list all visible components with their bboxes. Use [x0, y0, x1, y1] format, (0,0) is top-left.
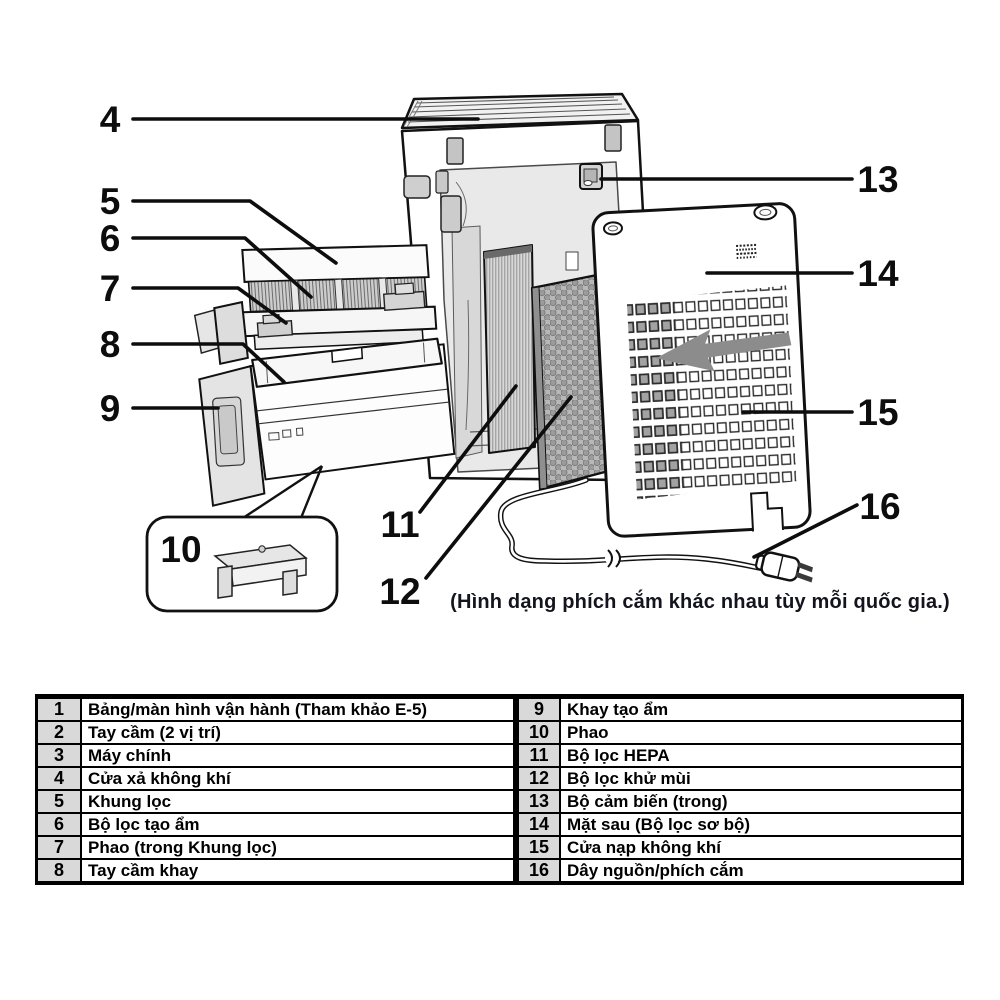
clip-low-tab: [441, 196, 461, 232]
part-name: Máy chính: [81, 744, 515, 767]
part-number: 5: [37, 790, 82, 813]
part-number: 8: [37, 859, 82, 883]
part-name: Bộ lọc tạo ẩm: [81, 813, 515, 836]
table-row: [518, 836, 963, 859]
part-name: Phao (trong Khung lọc): [81, 836, 515, 859]
part-number: 9: [518, 697, 561, 722]
table-row: [37, 767, 515, 790]
part-name: Bảng/màn hình vận hành (Tham khảo E-5): [81, 697, 515, 722]
callout-4-label: 4: [99, 99, 121, 140]
part-number: 16: [518, 859, 561, 883]
clip-mid-tab: [436, 171, 448, 193]
clip-top-left: [447, 138, 463, 164]
table-row: [37, 697, 515, 722]
callout-14-label: 14: [857, 253, 899, 294]
hepa-filter: [484, 245, 535, 453]
callout-12-label: 12: [379, 571, 421, 612]
part-number: 13: [518, 790, 561, 813]
cord-break-mark: [605, 550, 620, 567]
part-name: Bộ lọc khử mùi: [560, 767, 963, 790]
callout-11-label: 11: [380, 504, 420, 545]
tray-left-recess-inner: [218, 405, 238, 454]
parts-table: [35, 694, 964, 885]
callout-13-label: 13: [857, 159, 899, 200]
callout-15-label: 15: [857, 392, 899, 433]
table-row: [37, 721, 515, 744]
part-name: Dây nguồn/phích cắm: [560, 859, 963, 883]
table-row: [518, 744, 963, 767]
part-number: 1: [37, 697, 82, 722]
part-name: Khay tạo ẩm: [560, 697, 963, 722]
screw-slot-right: [754, 205, 777, 220]
callout-16-label: 16: [859, 486, 901, 527]
part-name: Bộ lọc HEPA: [560, 744, 963, 767]
part-name: Khung lọc: [81, 790, 515, 813]
callout-10-label: 10: [160, 529, 202, 570]
power-plug: [754, 550, 816, 585]
part-number: 14: [518, 813, 561, 836]
part-number: 15: [518, 836, 561, 859]
parts-table-left: [35, 694, 516, 885]
part-name: Tay cầm (2 vị trí): [81, 721, 515, 744]
callout-9-label: 9: [99, 388, 121, 429]
part-name: Bộ cảm biến (trong): [560, 790, 963, 813]
part-name: Mặt sau (Bộ lọc sơ bộ): [560, 813, 963, 836]
table-row: [518, 721, 963, 744]
parts-table-right: [516, 694, 964, 885]
clip-top-right: [605, 125, 621, 151]
recess-tab: [566, 252, 578, 270]
part-name: Cửa nạp không khí: [560, 836, 963, 859]
table-row: [37, 790, 515, 813]
frame-left-cap: [214, 302, 248, 364]
table-row: [518, 859, 963, 883]
table-row: [37, 859, 515, 883]
callout-8-label: 8: [99, 324, 121, 365]
part-number: 11: [518, 744, 561, 767]
table-row: [37, 813, 515, 836]
part-number: 3: [37, 744, 82, 767]
callout-6-label: 6: [99, 218, 121, 259]
table-row: [518, 813, 963, 836]
part-number: 12: [518, 767, 561, 790]
part-name: Phao: [560, 721, 963, 744]
part-number: 10: [518, 721, 561, 744]
part-name: Cửa xả không khí: [81, 767, 515, 790]
table-row: [518, 767, 963, 790]
humidifying-tray: [198, 338, 457, 506]
plug-caption: (Hình dạng phích cắm khác nhau tùy mỗi quốc gia.): [450, 591, 950, 613]
part-number: 7: [37, 836, 82, 859]
table-row: [518, 697, 963, 722]
part-number: 6: [37, 813, 82, 836]
table-row: [37, 836, 515, 859]
part-number: 4: [37, 767, 82, 790]
part-number: 2: [37, 721, 82, 744]
callout-7-label: 7: [99, 268, 121, 309]
table-row: [37, 744, 515, 767]
table-row: [518, 790, 963, 813]
back-panel: [592, 203, 811, 539]
clip-left-tab: [404, 176, 430, 198]
sensor-latch: [580, 164, 602, 189]
part-name: Tay cầm khay: [81, 859, 515, 883]
callout-5-label: 5: [99, 181, 121, 222]
screw-slot-left: [604, 222, 623, 235]
inner-duct-column: [452, 226, 482, 458]
